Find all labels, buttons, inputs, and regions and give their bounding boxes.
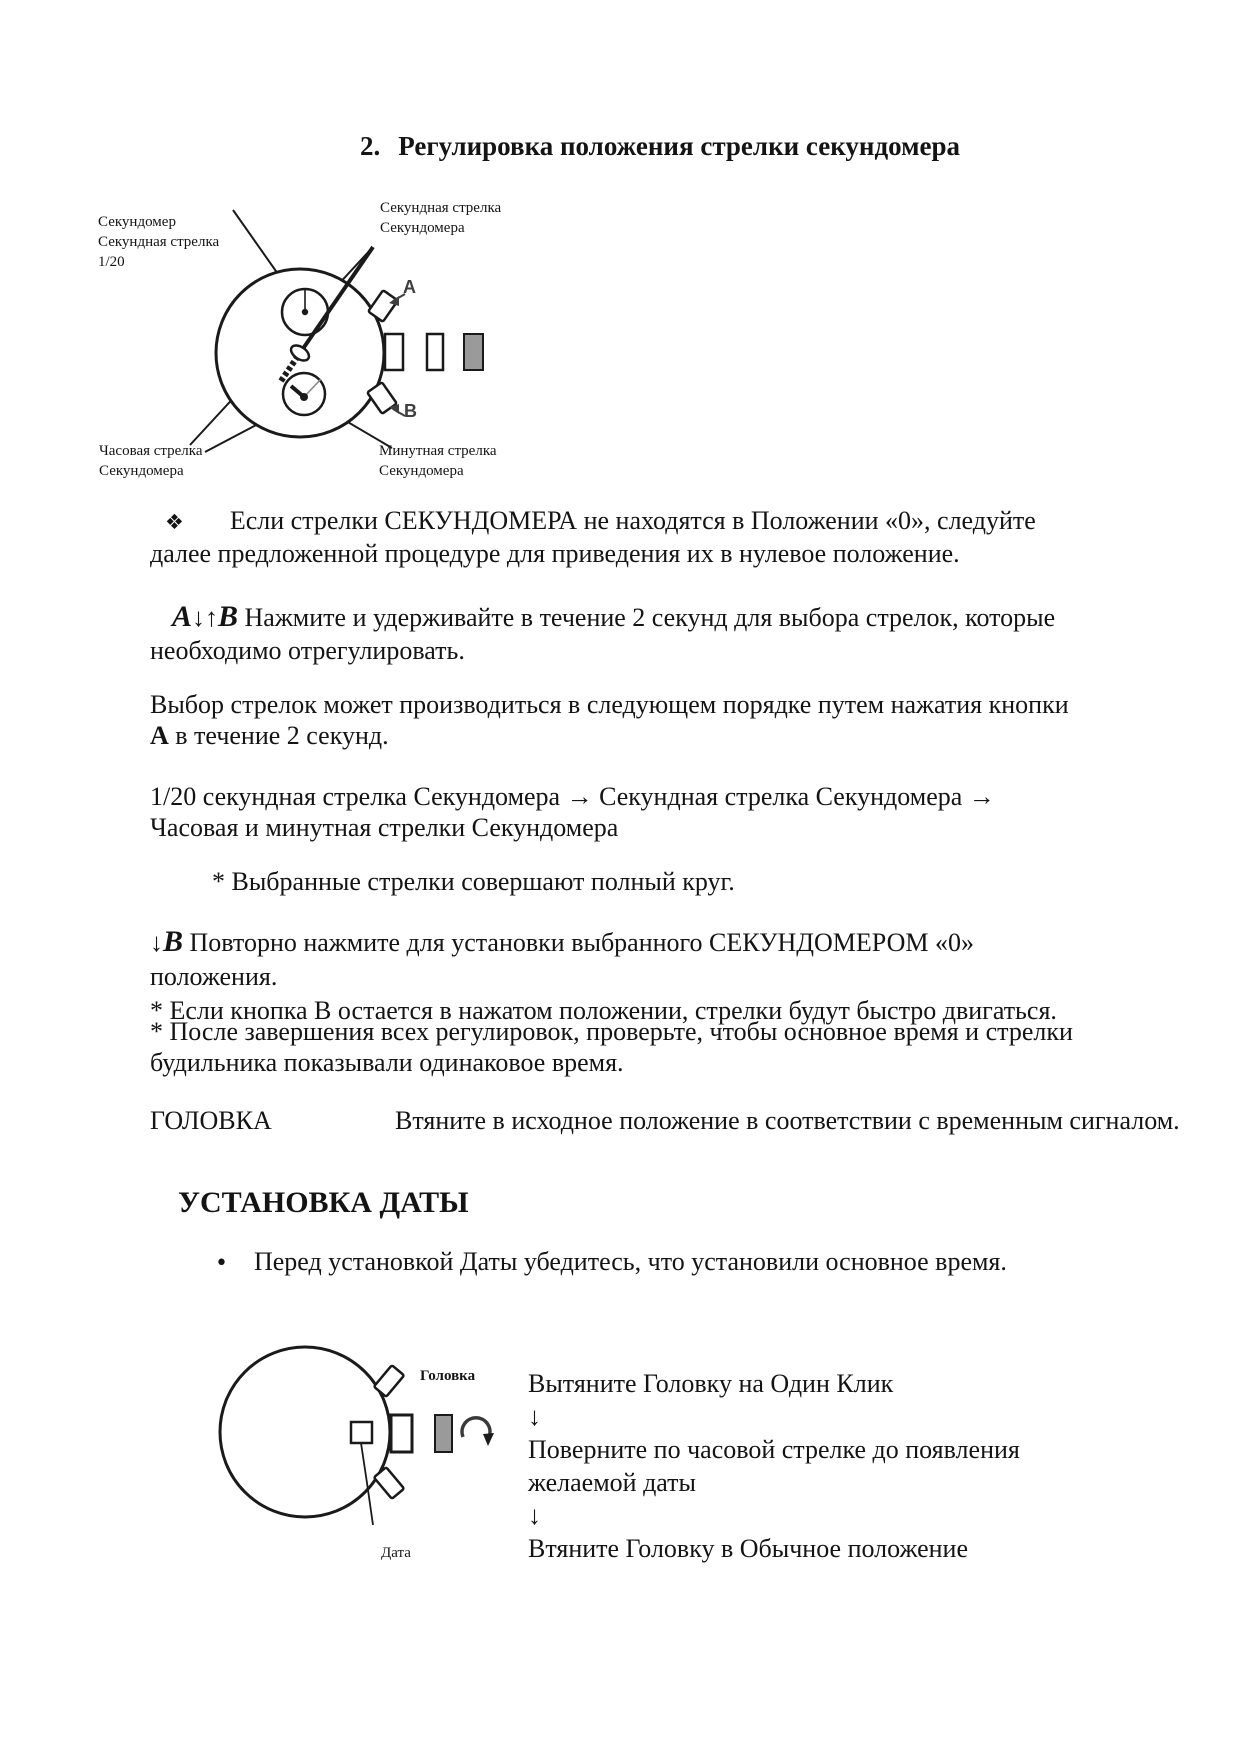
crown-position-0 (385, 334, 403, 370)
note-full-circle: * Выбранные стрелки совершают полный круг. (212, 867, 735, 896)
crown-position-1 (427, 334, 443, 370)
date-step-3: Втяните Головку в Обычное положение (528, 1534, 968, 1563)
date-step-1: Вытяните Головку на Один Клик (528, 1369, 894, 1398)
step-set-zero-line (150, 925, 1075, 994)
label-line: Секундомер (98, 214, 176, 230)
order-key-a: А (150, 721, 169, 750)
down-arrow-icon: ↓ (528, 1402, 541, 1431)
button-b-label: B (404, 401, 417, 421)
crown-row-text: Втяните в исходное положение в соответствии с временным сигналом. (395, 1106, 1180, 1135)
hand-sequence-paragraph: 1/20 секундная стрелка Секундомера → Секундная стрелка Секундомера → Часовая и минутная стрелки Секундомера (150, 782, 995, 842)
key-a: A (172, 600, 193, 633)
label-line: Секундомера (99, 463, 184, 479)
rotate-arrowhead (483, 1433, 494, 1446)
crown-stem (391, 1415, 412, 1452)
step-select-text: Нажмите и удерживайте в течение 2 секунд для выбора стрелок, которые необходимо отрегулировать. (150, 603, 1056, 665)
label-line: Часовая стрелка (99, 443, 203, 459)
label-line: Секундомера (380, 220, 465, 236)
date-step-2: Поверните по часовой стрелке до появления желаемой даты (528, 1435, 1020, 1497)
step-set-zero (150, 925, 1075, 1028)
date-note-text: Перед установкой Даты убедитесь, что установили основное время. (253, 1247, 1007, 1276)
step-select-hands (150, 600, 1075, 667)
order-text-before: Выбор стрелок может производиться в следующем порядке путем нажатия кнопки (150, 690, 1069, 719)
diamond-bullet-icon: ❖ (165, 510, 184, 534)
label-line: 1/20 (98, 254, 125, 270)
page-title (360, 131, 960, 162)
label-line: Секундомера (379, 463, 464, 479)
order-text-after: в течение 2 секунд. (168, 721, 389, 750)
date-window (351, 1422, 372, 1443)
date-setting-heading: УСТАНОВКА ДАТЫ (178, 1186, 469, 1219)
down-up-arrows-icon: ↓↑ (192, 603, 219, 632)
top-subdial-pivot (302, 309, 308, 315)
crown-position-2 (464, 334, 483, 370)
label-line: Секундная стрелка (380, 200, 502, 216)
crown-row-label: ГОЛОВКА (150, 1106, 272, 1135)
down-arrow-icon: ↓ (528, 1501, 541, 1530)
date-setting-diagram (195, 1335, 525, 1545)
crown-label: Головка (420, 1368, 476, 1384)
key-b-2: B (163, 925, 184, 958)
button-a-label: A (403, 277, 416, 297)
section-number: 2. (360, 131, 381, 161)
bottom-subdial-pivot (300, 393, 308, 401)
step-set-zero-text: Повторно нажмите для установки выбранного СЕКУНДОМЕРОМ «0» положения. (150, 928, 974, 991)
crown-instruction-row (150, 1105, 1180, 1136)
label-stopwatch-hour-hand (99, 441, 203, 481)
section-title-text: Регулировка положения стрелки секундомера (398, 131, 960, 161)
label-stopwatch-120-hand (98, 212, 219, 272)
note-check-time: * После завершения всех регулировок, проверьте, чтобы основное время и стрелки будильника показывали одинаковое время. (150, 1017, 1073, 1077)
down-arrow-icon: ↓ (150, 928, 163, 957)
date-note-row (150, 1246, 1075, 1279)
date-label: Дата (381, 1545, 411, 1561)
date-setting-steps (528, 1367, 1123, 1565)
bullet-icon: • (215, 1251, 228, 1276)
label-stopwatch-minute-hand (379, 441, 497, 481)
label-line: Минутная стрелка (379, 443, 497, 459)
note-zero-text: Если стрелки СЕКУНДОМЕРА не находятся в Положении «0», следуйте далее предложенной процедуре для приведения их в нулевое положение. (150, 506, 1036, 568)
label-line: Секундная стрелка (98, 234, 220, 250)
note-zero-position (150, 505, 1075, 569)
label-stopwatch-second-hand (380, 198, 501, 238)
key-b: B (218, 600, 239, 633)
order-paragraph (150, 689, 1075, 751)
note-fast-move: * Если кнопка В остается в нажатом положении, стрелки будут быстро двигаться. (150, 996, 1057, 1025)
crown-pulled-out (435, 1415, 452, 1452)
